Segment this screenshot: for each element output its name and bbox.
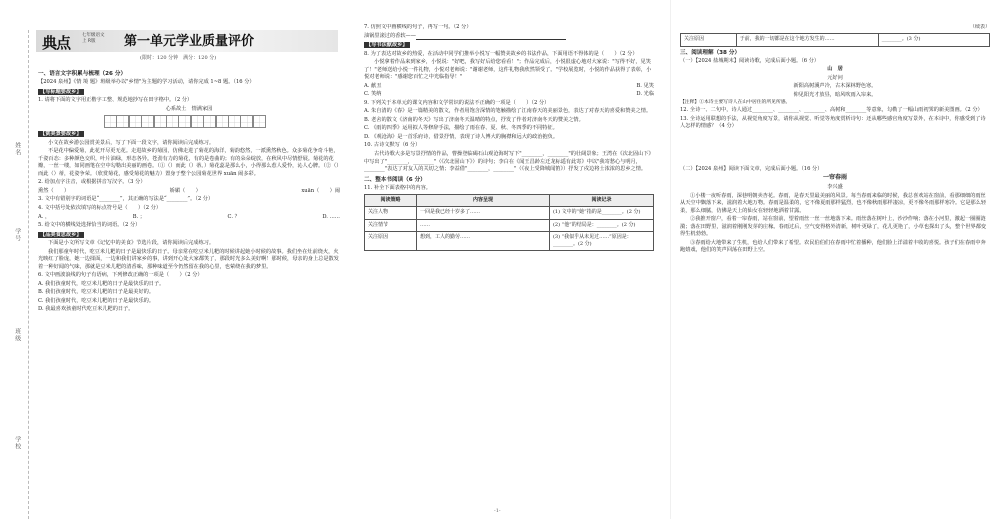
poem-author: 元好问	[827, 74, 843, 81]
name-label: 姓名	[13, 142, 21, 156]
option[interactable]: B. 见笑	[636, 82, 654, 89]
poem-title: 山 居	[827, 66, 843, 73]
options	[38, 214, 340, 222]
poem-note: 【注释】①本诗主要写诗人在山中居住的所见所感。	[680, 100, 791, 106]
option[interactable]: A. 献丑	[364, 82, 382, 89]
option[interactable]: D. 光临	[636, 91, 654, 98]
table-row: 关注情节 …… (2) “他”的结局是：________。(2 分)	[365, 219, 654, 231]
option[interactable]: B. 老舍的散文《济南的冬天》写出了济南冬天温晴的特点，抒发了作者对济南冬天的赞美之情。	[364, 116, 584, 123]
paragraph: 小文在故乡游公园赏美景后，写了下面一段文字，请你阅读后完成练习。	[48, 139, 215, 146]
task-heading: 【写书法献故乡】	[366, 42, 408, 49]
task-heading: 【赏美景要故乡】	[40, 131, 82, 138]
option[interactable]: D. ……	[322, 213, 340, 220]
binding-margin	[0, 30, 36, 519]
paragraph: ③春雨给大地带来了生机，也给人们带来了希望。农民伯伯们在春雨中忙着播种，他们脸上洋溢着丰收的喜悦。孩子们在春雨中奔跑嬉戏，他们的笑声回荡在田野上空。	[680, 239, 986, 254]
column-2	[364, 24, 654, 516]
question-12: 12. 全诗一、二句中，诗人通过________、________、________、高树和________等意象，勾勒了一幅山雨初霁的新美图画。（2 分）	[680, 107, 983, 114]
question-11: 11. 补全下面表格中的内容。	[364, 184, 431, 191]
answer-space[interactable]	[680, 132, 990, 166]
continued-label: （续表）	[969, 24, 990, 30]
option[interactable]: B. 我们孩童时代，吃豆米儿粑的日子是最美好的。	[38, 289, 155, 296]
question-5: 5. 给文中的横线处选择恰当的词语。（2 分）	[38, 222, 141, 229]
writing-grid[interactable]	[104, 115, 340, 128]
paragraph: 下面是小文所写文章《记忆中的美食》节选片段，请你阅读后完成练习。	[48, 240, 215, 247]
task-heading: 【品美食思故乡】	[40, 231, 82, 238]
student-id-label: 学号	[13, 228, 21, 242]
page-title: 第一单元学业质量评价	[124, 34, 255, 49]
option[interactable]: B. ；	[132, 213, 146, 220]
table-header: 阅读策略	[365, 195, 417, 207]
question-3: 3. 文中有错别字的词语是“________”，其正确的写法是“________”。（2 分）	[38, 196, 214, 203]
question-10: 10. 古诗文默写（6 分）	[364, 142, 421, 149]
class-label: 班级	[13, 328, 21, 342]
question-7: 7. 仿照文中画横线的句子，再写一句。（2 分）	[364, 24, 472, 30]
poem-task: （一）【2024 盐城期末】阅读诗歌，完成后面小题。（6 分）	[680, 57, 820, 64]
school-label: 学校	[13, 436, 21, 450]
column-1	[38, 68, 340, 516]
pinyin-item[interactable]: 熏然（ ）	[38, 187, 70, 194]
pinyin-items	[38, 188, 340, 196]
option[interactable]: A. ，	[38, 213, 51, 220]
article-title: 一帘春雨	[822, 174, 847, 182]
question-9: 9. 下列关于本单元的课文内容和文学常识的说法不正确的一项是（ ）（2 分）	[364, 99, 550, 106]
article-task: （二）【2024 泉州】阅读下面文章，完成后面小题。（16 分）	[680, 165, 823, 172]
answer-line[interactable]: 油锅里滚过的香软——	[364, 33, 654, 41]
intro-text: 【2024 泉州】《情 境 题》班级举办以"乡情"为主题的学习活动，请你完成 1~8 题。（16 分）	[38, 79, 255, 86]
paragraph: ①小楼一夜听春雨，深巷明朝卖杏花。春雨，是春天里最美丽的风景。每当春雨来临的时候，我总喜欢站在窗前，看那细细的雨丝从天空中飘落下来，滋润着大地万物。春雨是温柔的，它不像夏雨那样猛烈，也不像秋雨那样凄凉，更不像冬雨那样寒冷。它是那么轻柔，那么细腻，仿佛是天上的仙女在轻轻地洒着甘露。	[680, 192, 987, 214]
copy-text: 心系故土 情满家园	[165, 105, 213, 112]
question-13: 13. 全诗运用联想的手法，从视觉角度写景，请你从视觉、听觉等角度赏析诗句：还从哪些感官角度写景外，在本诗中，你感受到了诗人怎样的情感？（4 分）	[680, 115, 986, 130]
reading-table	[364, 194, 654, 251]
options	[364, 83, 654, 91]
option[interactable]: C. 我们孩童时代，吃豆米儿粑的日子是最快乐的。	[38, 297, 155, 304]
task-heading: 【写标题要故乡】	[40, 88, 82, 95]
section-heading: 二、整本书阅读（6 分）	[364, 176, 426, 183]
fold-line	[28, 30, 29, 519]
pinyin-item[interactable]: xuān（ ）闹	[301, 187, 340, 194]
column-3	[680, 24, 990, 516]
option[interactable]: A. 我们孩童时代，吃豆米儿粑的日子是最快乐的日子。	[38, 280, 165, 287]
option[interactable]: C. ？	[227, 213, 240, 220]
paragraph: 我们那童年时代，吃豆米儿粑的日子是最快乐的日子。母亲常在吃豆米儿粑的时候讲起她小时候的故事。我们坐在灶前烧火，火光映红了脸庞，她一边揉面，一边和我们讲家乡的事，讲到开心处大家都笑了，那段时光多么美好啊！那时候，母亲的身上总是散发着一种好闻的气味，那就是豆米儿粑的清香味，那种味道至今仍然留在我的心里，也萦绕在我的梦里。	[38, 248, 339, 270]
table-row: 关注原因 想到，工人的勤劳…… (3) “我似乎从未见过……”原因是：________。(2 分)	[365, 231, 654, 251]
option[interactable]: A. 朱自清的《春》是一篇精美的散文，作者用饱含深情的笔触描绘了江南春天的美丽景色，表达了对春天的喜爱和赞美之情。	[364, 108, 652, 115]
exam-meta: (限时：120 分钟 满分：120 分)	[140, 55, 217, 61]
table-row: 关注人物 一回是我已经十岁多了…… (1) 文中的“她”指的是________。(2 分)	[365, 207, 654, 219]
options	[364, 91, 654, 99]
section-heading: 一、语言文字积累与梳理（26 分）	[38, 71, 127, 77]
table-header: 内容呈现	[417, 195, 550, 207]
option[interactable]: C. 笑纳	[364, 91, 382, 98]
page-number: -1-	[494, 508, 501, 514]
option[interactable]: C. 《雨的四季》运用拟人等修辞手法，描绘了雨在春、夏、秋、冬四季的不同特征。	[364, 125, 558, 132]
pinyin-item[interactable]: 娇媚（ ）	[169, 187, 201, 194]
poem-line: 新阳高树溪声冷，古木深林野色寒。	[793, 83, 877, 90]
question-6: 6. 文中画波浪线的句子有语病，下列修改正确的一项是（ ）（2 分）	[38, 272, 203, 279]
option[interactable]: D. 我最喜欢孩童时代吃豆米儿粑的日子。	[38, 306, 134, 313]
table-header: 阅读记录	[549, 195, 653, 207]
article-author: 李兴盛	[827, 184, 843, 191]
option[interactable]: D. 《观沧海》是一首乐府诗，借景抒情，表现了诗人博大的胸襟和远大的政治抱负。	[364, 133, 559, 140]
table-row: 关注原因 于前，我的一切都是在这个地方发生的…… ________。(3 分)	[681, 34, 990, 46]
question-2: 2. 给加点字注音，或根据拼音写汉字。（3 分）	[38, 179, 146, 186]
paragraph: ②我推开窗户，看着一帘春雨，站在窗前，望着雨丝一丝一丝地落下来。雨丝落在树叶上，沙沙作响；落在小河里，激起一圈圈涟漪；落在田野里，滋润着刚刚发芽的庄稼。春雨过后，空气变得格外清新，树叶更绿了，花儿更艳了，小草也探出了头，整个世界都变得生机勃勃。	[680, 216, 987, 238]
paragraph: 小悦拿着作品来到家乡，小悦说："好吧，我写好后给您看看！"；作品完成后，小悦很虚心地对大家说："写得不好，见笑了！"老师送给小悦一件礼物，小悦对老师说："谢谢老师，这件礼物我欣然领受了。"学校展览时，小悦的作品获得了表彰，小悦对老师说："感谢您百忙之中光临指导！"	[364, 59, 652, 81]
header-banner	[36, 30, 338, 52]
grade-label: 七年级语文 上 R版	[82, 33, 105, 44]
section-heading: 三、阅读理解（38 分）	[680, 49, 741, 56]
question-4: 4. 文中括号处依次填写的标点符号是（ ）（2 分）	[38, 205, 162, 212]
question-1: 1. 请将下面的文字用正楷字工整、规范地抄写在田字格中。（2 分）	[38, 97, 193, 104]
paragraph[interactable]: 古代诗歌大多是写景抒情的作品，曹操登临碣石山观沧海时写下"________，________"的壮阔景象；王湾在《次北固山下》中写出了"________，________"（《次北固山下》）的诗句；李白在《闻王昌龄左迁龙标遥有此寄》中以"我寄愁心与明月，________"表达了对友人的关切之情；李益借"________，________"（《夜上受降城闻笛》）抒发了戍边将士浓浓的思乡之情。	[364, 150, 654, 173]
poem-line: 仰见阳光才放昼，暗风吹雨入帘来。	[793, 91, 877, 98]
reading-table-continued	[680, 33, 990, 46]
question-8: 8. 为了表达对故乡的热爱，在活动中同学们推举小悦写一幅赞美故乡的书法作品，下面用语不得体的是（ ）（2 分）	[364, 50, 638, 57]
paragraph: 不是花中偏爱菊，此花开尽更无花。走进故乡的菊园，仿佛走进了菊花的海洋，菊韵悠然，一派熏然秋色。众多菊花争奇斗艳，千姿百态：多种颜色交织，叶片油绿，形态各异。苍劲有力的菊花，有的是卷曲的；有的朵朵绽放，在秋风中尽情舒展。菊花的花瓣，一丝一缕，如同画笔在空中勾勒出美丽的画卷。（①（）而此（）蒂。）菊花蕊是那么小，小得那么惹人爱怜，沁人心脾。（②（）而此（）蒂，花姿争荣。（欣赏菊花，感受菊花的魅力）置身于整个公园菊花世界 xuān 闹多彩。	[38, 148, 339, 177]
brand-logo: 典点	[42, 34, 71, 52]
